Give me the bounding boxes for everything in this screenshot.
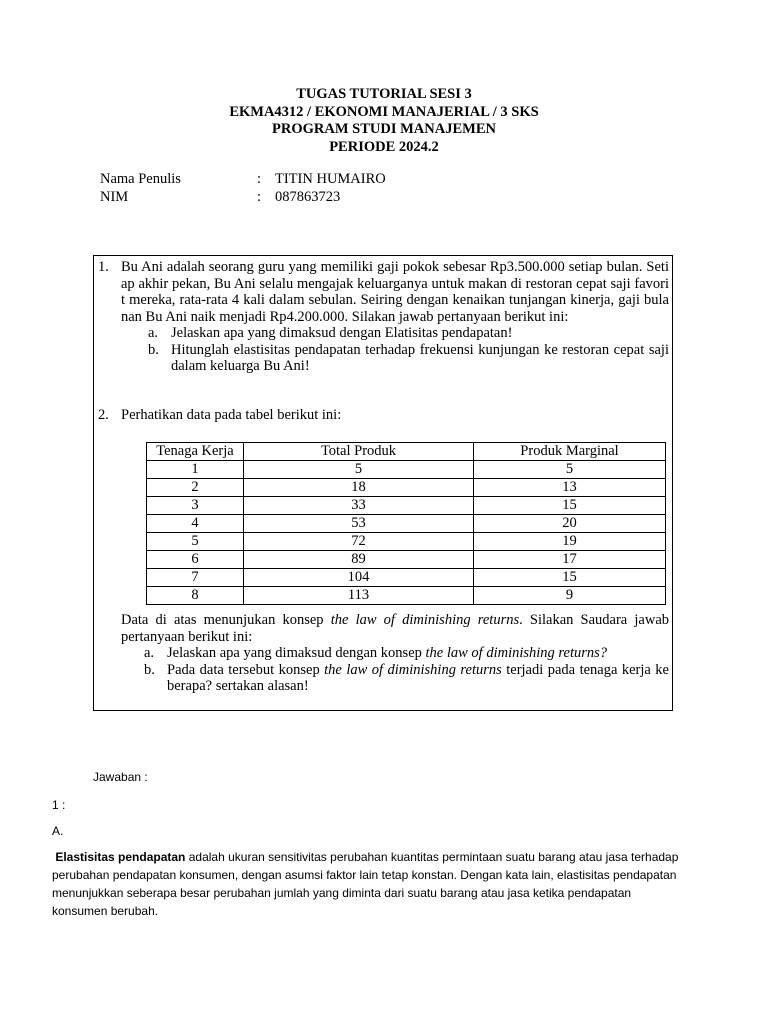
- cell-tenaga-kerja: 6: [147, 551, 244, 569]
- table-row: [147, 569, 666, 587]
- cell-produk-marginal: 15: [474, 497, 666, 515]
- question-2-text: Perhatikan data pada tabel berikut ini:: [121, 407, 342, 423]
- table-row: [147, 587, 666, 605]
- document-header: [0, 86, 768, 156]
- cell-total-produk: 18: [244, 479, 474, 497]
- cell-tenaga-kerja: 8: [147, 587, 244, 605]
- cell-produk-marginal: 19: [474, 533, 666, 551]
- nim-row: [100, 189, 386, 207]
- question-1-text: Bu Ani adalah seorang guru yang memiliki gaji pokok sebesar Rp3.500.000 setiap bulan. Setiap akhir pekan, Bu Ani selalu mengajak keluarganya untuk makan di restoran cepat saji favorit mereka, rata-rata 4 kali dalam sebulan. Seiring dengan kenaikan tunjangan kinerja, gaji bulanan Bu Ani naik menjadi Rp4.200.000. Silakan jawab pertanyaan berikut ini:: [121, 259, 669, 325]
- question-2: [98, 407, 669, 424]
- table-row: [147, 497, 666, 515]
- table-row: [147, 479, 666, 497]
- cell-produk-marginal: 20: [474, 515, 666, 533]
- cell-produk-marginal: 17: [474, 551, 666, 569]
- para-text-before: Data di atas menunjukan konsep: [121, 612, 331, 628]
- header-title: TUGAS TUTORIAL SESI 3: [296, 86, 472, 102]
- question-2a: [144, 645, 669, 662]
- question-1a: [148, 325, 669, 342]
- para-text-after: . Silakan Saudara jawab pertanyaan berikut ini:: [121, 612, 670, 645]
- question-2b: [144, 662, 669, 695]
- question-2b-letter: b.: [144, 661, 155, 678]
- nim-value: 087863723: [275, 188, 341, 205]
- question-2b-text-after: terjadi pada tenaga kerja ke berapa? sertakan alasan!: [167, 661, 669, 694]
- questions-box: [93, 255, 673, 711]
- question-2a-letter: a.: [144, 645, 155, 661]
- header-program: PROGRAM STUDI MANAJEMEN: [272, 121, 496, 137]
- author-name-row: [100, 171, 386, 189]
- answer-1-label: 1 :: [52, 798, 66, 812]
- cell-tenaga-kerja: 4: [147, 515, 244, 533]
- definition-term: Elastisitas pendapatan: [55, 850, 186, 864]
- question-1b-letter: b.: [148, 341, 159, 358]
- cell-produk-marginal: 5: [474, 461, 666, 479]
- author-info: [100, 171, 386, 206]
- cell-produk-marginal: 15: [474, 569, 666, 587]
- question-1b-text: Hitunglah elastisitas pendapatan terhadap frekuensi kunjungan ke restoran cepat saji dalam keluarga Bu Ani!: [171, 341, 669, 374]
- cell-total-produk: 53: [244, 515, 474, 533]
- cell-total-produk: 72: [244, 533, 474, 551]
- cell-total-produk: 5: [244, 461, 474, 479]
- table-row: [147, 515, 666, 533]
- table-header-row: [147, 443, 666, 461]
- header-produk-marginal: Produk Marginal: [474, 443, 666, 461]
- name-label: Nama Penulis: [100, 171, 181, 187]
- cell-produk-marginal: 9: [474, 587, 666, 605]
- cell-tenaga-kerja: 7: [147, 569, 244, 587]
- cell-tenaga-kerja: 5: [147, 533, 244, 551]
- question-1a-text: Jelaskan apa yang dimaksud dengan Elatisitas pendapatan!: [171, 325, 513, 341]
- cell-tenaga-kerja: 3: [147, 497, 244, 515]
- question-2a-text: Jelaskan apa yang dimaksud dengan konsep: [167, 645, 426, 661]
- question-2-instructions: [121, 612, 669, 695]
- header-course: EKMA4312 / EKONOMI MANAJERIAL / 3 SKS: [229, 103, 539, 120]
- cell-total-produk: 33: [244, 497, 474, 515]
- question-2-paragraph: [121, 612, 669, 645]
- nim-separator: :: [257, 188, 262, 205]
- answer-a-definition: [52, 848, 682, 920]
- definition-text: adalah ukuran sensitivitas perubahan kuantitas permintaan suatu barang atau jasa terhadap perubahan pendapatan konsumen, dengan asumsi faktor lain tetap konstan. Dengan kata lain, elastisitas pendapatan menunjukkan seberapa besar perubahan jumlah yang diminta dari suatu barang atau jasa ketika pendapatan konsumen berubah.: [52, 850, 679, 918]
- header-total-produk: Total Produk: [244, 443, 474, 461]
- question-1-number: 1.: [98, 259, 109, 275]
- table-row: [147, 461, 666, 479]
- question-1: [98, 259, 669, 375]
- question-1a-letter: a.: [148, 325, 159, 341]
- table-row: [147, 533, 666, 551]
- header-period: PERIODE 2024.2: [329, 138, 439, 155]
- nim-label: NIM: [100, 188, 129, 205]
- cell-tenaga-kerja: 2: [147, 479, 244, 497]
- para-italic-term: the law of diminishing returns: [330, 612, 520, 628]
- cell-total-produk: 113: [244, 587, 474, 605]
- question-2-number: 2.: [98, 407, 109, 423]
- question-2a-italic: the law of diminishing returns?: [425, 645, 608, 661]
- question-1b: [148, 342, 669, 375]
- question-2b-text-before: Pada data tersebut konsep: [167, 661, 325, 678]
- answers-heading: Jawaban :: [93, 770, 148, 784]
- production-table: [146, 442, 666, 605]
- cell-tenaga-kerja: 1: [147, 461, 244, 479]
- header-tenaga-kerja: Tenaga Kerja: [147, 443, 244, 461]
- name-value: TITIN HUMAIRO: [275, 171, 386, 187]
- table-row: [147, 551, 666, 569]
- cell-total-produk: 89: [244, 551, 474, 569]
- name-separator: :: [257, 171, 262, 187]
- answer-a-label: A.: [52, 824, 64, 838]
- question-2b-italic: the law of diminishing returns: [324, 661, 502, 678]
- cell-produk-marginal: 13: [474, 479, 666, 497]
- cell-total-produk: 104: [244, 569, 474, 587]
